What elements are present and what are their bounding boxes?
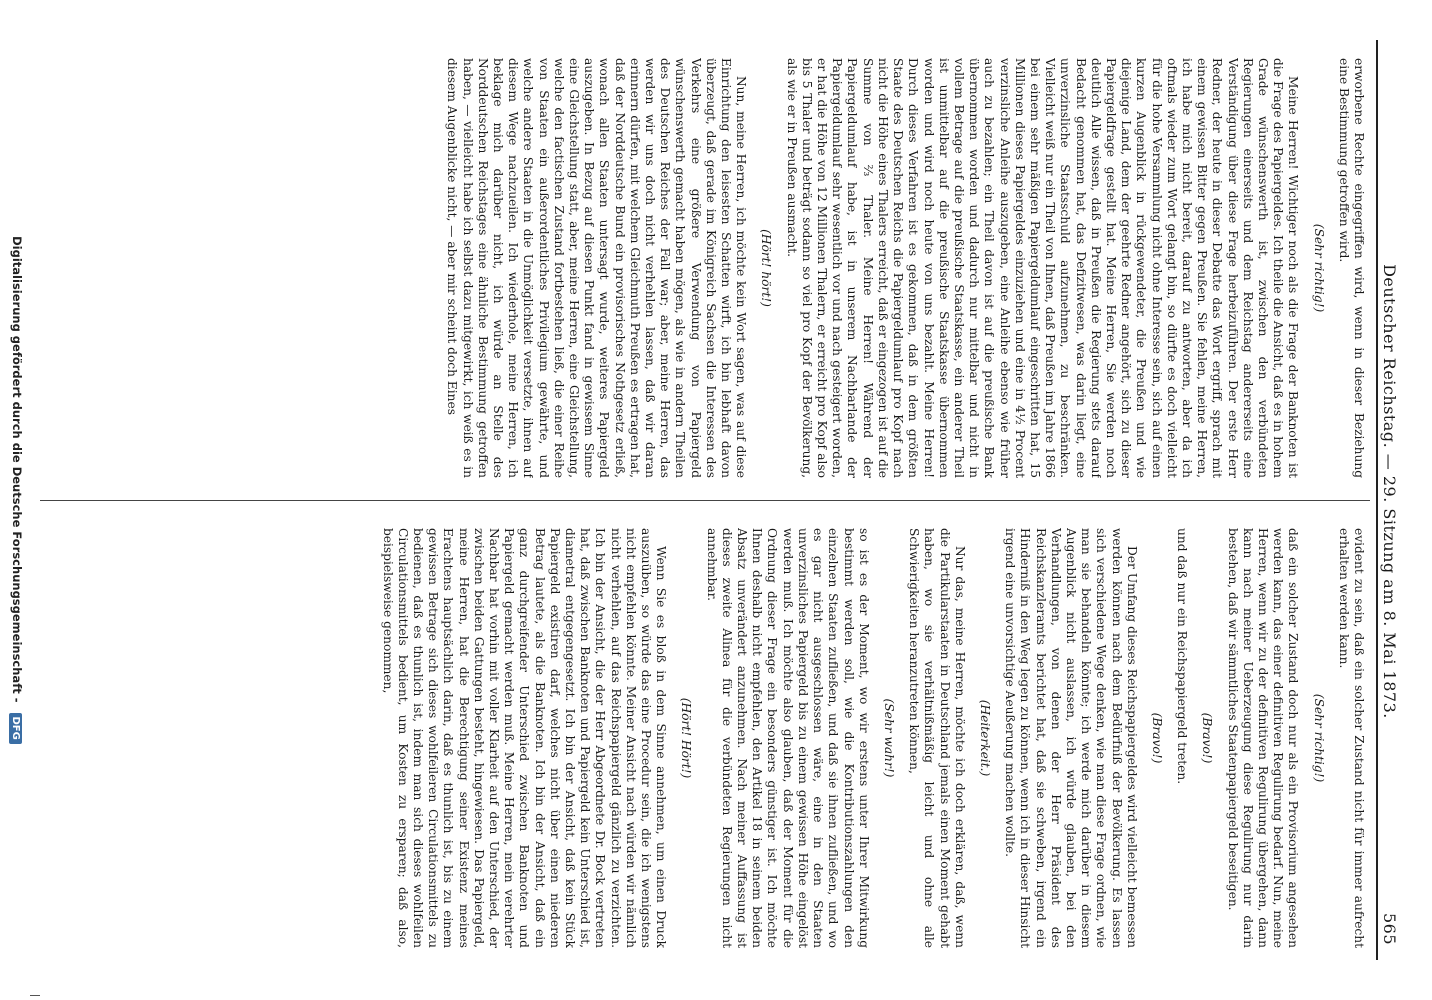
paragraph: erworbene Rechte eingegriffen wird, wenn in dieser Beziehung eine Bestimmung getroffen wird. (1336, 58, 1366, 478)
interjection: (Sehr wahr!) (881, 698, 896, 778)
paragraph: und daß nur ein Reichspapiergeld treten. (1175, 528, 1190, 785)
paragraph: Nur das, meine Herren, möchte ich doch erklären, daß, wenn die Partikularstaaten in Deutschland jemals einen Moment gehabt haben, wo sie verhältnißmäßig leicht und ohne alle Schwierigkeiten heranzutreten können, (907, 528, 967, 948)
right-column (36, 528, 1366, 948)
interjection: (Hört! hört!) (759, 229, 774, 307)
paragraph: Wenn Sie es bloß in dem Sinne annehmen, um einen Druck auszuüben, so würde das eine Procedur sein, die ich wenigstens nicht empfehlen könnte. Meiner Ansicht nach würden wir nämlich nicht verhehlen, auf das Reichspapiergeld gänzlich zu verzichten. Ich bin der Ansicht, die der Herr Abgeordnete Dr. Bock vertreten hat, daß zwischen Banknoten und Papiergeld kein Unterschied ist, diametral entgegengesetzt. Ich bin der Ansicht, daß kein Stück Papiergeld existiren darf, welches nicht über einen niederen Betrag lautete, als die Banknoten. Ich bin der Ansicht, daß ein ganz durchgreifender Unterschied zwischen Banknoten und Papiergeld gemacht werden muß. Meine Herren, mein verehrter Nachbar hat vorhin mit voller Klarheit auf den Unterschied, der zwischen beiden Gattungen besteht, hingewiesen. Das Papiergeld, meine Herren, hat die Berechtigung seiner Existenz meines Erachtens hauptsächlich darin, daß es thunlich ist, bis zu einem gewissen Betrage sich dieses wohlfeileren Circulationsmittels zu bedienen, daß es thunlich ist, indem man sich dieses wohlfeilen Circulationsmittels bedient, um Kosten zu ersparen; daß also, beispielsweise genommen, (380, 528, 669, 948)
interjection: (Sehr richtig!) (1311, 693, 1326, 783)
dfg-logo: DFG (9, 713, 22, 744)
header-rule (1376, 40, 1378, 960)
paragraph: Meine Herren! Wichtiger noch als die Frage der Banknoten ist die Frage des Papiergeldes. Ich theile die Ansicht, daß es in hohem Grade wünschenswerth ist, zwischen den verbündeten Regierungen einerseits und dem Reichstag andererseits eine Verständigung über diese Frage herbeizuführen. Der erste Herr Redner, der heute in dieser Debatte das Wort ergriff, sprach mit einem gewissen Bitter gegen Preußen. Sie fehlen, meine Herren, ich habe mich nicht bereit, darauf zu antworten, aber da ich oftmals wieder zum Wort gelangt bin, so dürfte es doch vielleicht für die hohe Versammlung nicht ohne Interesse sein, sich auf einen kurzen Augenblick in rückgewendeter, die Preußen und wie diejenige Land, dem der geehrte Redner angehört, sich zu dieser Papiergeldfrage gestellt hat. Meine Herren, Sie werden noch deutlich Alle wissen, daß in Preußen die Regierung stets darauf Bedacht genommen hat, das Defizitwesen, was darin liegt, eine unverzinsliche Staatsschuld aufzunehmen, zu beschränken. Vielleicht weiß nur ein Theil von Ihnen, daß Preußen im Jahre 1866 bei einem sehr mäßigen Papiergeldumlauf eingeschritten hat, 15 Millionen dieses Papiergeldes einzuziehen und eine in 4½ Procent verzinsliche Anleihe auszugeben, eine Anleihe ebenso wie früher auch zu bezahlen; ein Theil davon ist auf die preußische Bank übernommen worden und dadurch nur mittelbar und nicht in vollem Betrage auf die preußische Staatskasse, ein anderer Theil ist unmittelbar auf die preußische Staatskasse übernommen worden und wird noch heute von uns bezahlt. Meine Herren! Durch dieses Verfahren ist es gekommen, daß in dem größten Staate des Deutschen Reichs die Papiergeldumlauf pro Kopf nach nicht die Höhe eines Thalers erreicht, daß er eingezogen ist auf die Summe von ⅔ Thaler. Meine Herren! Während der Papiergeldumlauf habe, ist in unserem Nachbarlande der Papiergeldumlauf sehr wesentlich vor und nach gesteigert worden, er hat die Höhe von 12 Millionen Thalern, er erreicht pro Kopf also bis 5 Thaler und beträgt sodann so viel pro Kopf der Bevölkerung, als wie er in Preußen ausmacht. (784, 58, 1301, 478)
paragraph: so ist es der Moment, wo wir erstens unter Ihrer Mitwirkung bestimmt werden soll, wie die Kontributionszahlungen den einzelnen Staaten zufließen, und daß sie ihnen zufließen, und wo es gar nicht ausgeschlossen wäre, eine in den Staaten unverzinsliches Papiergeld bis zu einem gewissen Höhe eingelöst werden muß. Ich möchte also glauben, daß der Moment für die Ordnung dieser Frage ein besonders günstiger ist. Ich möchte Ihnen deshalb nicht empfehlen, den Artikel 18 in seinem beiden Absatz unverändert anzunehmen. Nach meiner Auffassung ist dieses zweite Alinea für die verbündeten Regierungen nicht annehmbar. (704, 528, 871, 948)
interjection: (Bravo!) (1200, 712, 1215, 764)
left-column (36, 58, 1366, 478)
running-head (1380, 70, 1410, 945)
page-number: 565 (1380, 912, 1399, 945)
header-title: Deutscher Reichstag. — 29. Sitzung am 8. Mai 1873. (1380, 264, 1399, 719)
paragraph: daß ein solcher Zustand doch nur als ein Provisorium angesehen werden kann, das einer definitiven Regulirung bedarf. Nun, meine Herren, wenn wir zu der definitiven Regulirung übergehen, dann kann nach meiner Ueberzeugung diese Regulirung nur darin bestehen, daß wir sämmtliches Staatenpapiergeld beseitigen. (1225, 528, 1301, 948)
edge-mark (30, 995, 40, 996)
paragraph: Der Umfang dieses Reichspapiergeldes wird vielleicht bemessen werden können nach dem Bedürfniß der Bevölkerung. Es lassen sich verschiedene Wege denken, wie man diese Frage ordnen, wie man sie behandeln könnte; ich werde mich darüber in diesem Augenblick nicht auslassen, ich würde glauben, bei den Verhandlungen, von denen der Herr Präsident des Reichskanzleramts berichtet hat, daß sie schweben, irgend ein Hinderniß in den Weg legen zu können, wenn ich in dieser Hinsicht irgend eine unvorsichtige Aeußerung machen wollte. (1003, 528, 1139, 948)
paragraph: Nun, meine Herren, ich möchte kein Wort sagen, was auf diese Einrichtung den leisesten Schatten wirft, ich bin lebhaft davon überzeugt, daß gerade im Königreich Sachsen die Interessen des Verkehrs eine größere Verwendung von Papiergeld wünschenswerth gemacht haben mögen, als wie in andern Theilen des Deutschen Reiches der Fall war; aber, meine Herren, das werden wir uns doch nicht verhehlen lassen, daß wir daran erinnern dürfen, mit welchem Gleichmuth Preußen es ertragen hat, daß der Norddeutsche Bund ein provisorisches Nothgesetz erließ, wonach allen Staaten untersagt wurde, weiteres Papiergeld auszugeben. In Bezug auf diesen Punkt fand in gewissem Sinne eine Gleichstellung statt, aber, meine Herren, eine Gleichstellung, welche den factischen Zustand fortbestehen ließ, die einer Reihe von Staaten ein außerordentliches Privilegium gewährte, und welche andere Staaten in die Unmöglichkeit versetzte, ihnen auf diesem Wege nachzueilen. Ich wiederhole, meine Herren, ich beklage mich darüber nicht, ich würde an Stelle des Norddeutschen Reichstages eine ähnliche Bestimmung getroffen haben, — vielleicht habe ich selbst dazu mitgewirkt, ich weiß es in diesem Augenblicke nicht, — aber mir scheint doch Eines (445, 58, 749, 478)
interjection: (Heiterkeit.) (977, 699, 992, 777)
paragraph: evident zu sein, daß ein solcher Zustand nicht für immer aufrecht erhalten werden kann. (1336, 528, 1366, 948)
column-divider (40, 500, 1370, 501)
digitization-credit (9, 10, 24, 970)
interjection: (Sehr richtig!) (1311, 223, 1326, 313)
credit-text: Digitalisierung gefördert durch die Deutsche Forschungsgemeinschaft - (10, 236, 24, 703)
interjection: (Bravo!) (1149, 712, 1164, 764)
interjection: (Hört! Hört!) (679, 697, 694, 779)
